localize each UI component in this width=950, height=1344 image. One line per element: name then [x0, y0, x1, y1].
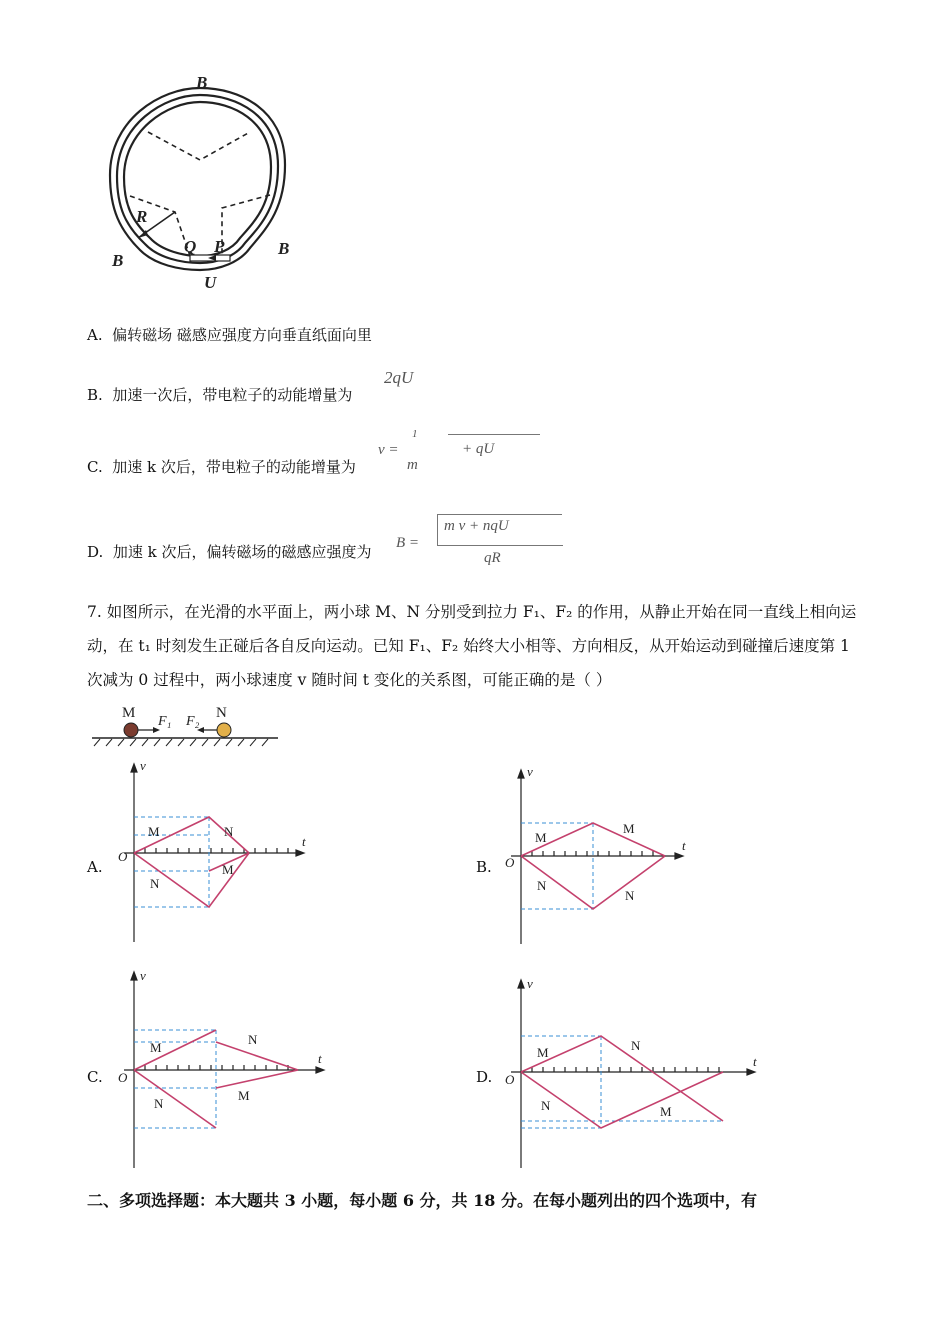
- ring-middle: [117, 95, 278, 263]
- label-u: U: [204, 273, 217, 292]
- label-m: M: [660, 1104, 672, 1119]
- curve-m-c-rise: [134, 1030, 216, 1070]
- axis-label-o: O: [505, 855, 515, 870]
- label-n: N: [541, 1098, 551, 1113]
- option-c-formula-v: v =: [378, 442, 399, 458]
- axis-label-o: O: [118, 1070, 128, 1085]
- setup-label-f1: F₁: [158, 714, 172, 729]
- label-b-top: B: [196, 73, 208, 92]
- option-d[interactable]: [87, 541, 371, 562]
- setup-label-m: M: [122, 705, 136, 721]
- setup-label-n: N: [216, 705, 227, 721]
- option-text: 加速 k 次后，偏转磁场的磁感应强度为: [112, 543, 372, 561]
- label-n: N: [625, 888, 635, 903]
- label-m: M: [535, 830, 547, 845]
- label-m: M: [238, 1088, 250, 1103]
- axis-label-v: v: [527, 978, 533, 991]
- label-n: N: [150, 876, 160, 891]
- section-2-heading: 二、多项选择题：本大题共 3 小题，每小题 6 分，共 18 分。在每小题列出的四个选项中，有: [87, 1191, 757, 1210]
- label-p: P: [214, 237, 225, 256]
- label-q: Q: [184, 237, 197, 256]
- label-n: N: [248, 1032, 258, 1047]
- graph-c[interactable]: [110, 970, 330, 1170]
- option-letter: D.: [87, 543, 104, 561]
- option-text: 偏转磁场 磁感应强度方向垂直纸面向里: [112, 326, 372, 344]
- option-d-fraction-bar: [437, 545, 563, 546]
- collision-setup-figure: [88, 703, 280, 749]
- axis-label-o: O: [505, 1072, 515, 1087]
- label-m: M: [623, 821, 635, 836]
- option-text: 加速 k 次后，带电粒子的动能增量为: [112, 458, 356, 476]
- label-n: N: [154, 1096, 164, 1111]
- axis-label-v: v: [527, 768, 533, 779]
- ball-n: [217, 723, 231, 737]
- question-7-stem: 7. 如图所示，在光滑的水平面上，两小球 M、N 分别受到拉力 F₁、F₂ 的作用，从静止开始在同一直线上相向运动，在 t₁ 时刻发生正碰后各自反向运动。已知 F₁、F₂ 始终大小相等、方向相反，从开始运动到碰撞后速度第 1 次减为 0 过程中，两小球速度 v 随时间 t 变化的关系图，可能正确的是（ ）: [87, 603, 857, 689]
- graph-d[interactable]: [497, 978, 767, 1170]
- label-n: N: [631, 1038, 641, 1053]
- option-b-formula: 2qU: [384, 368, 414, 387]
- ball-m: [124, 723, 138, 737]
- option-text: 加速一次后，带电粒子的动能增量为: [112, 386, 353, 404]
- axis-label-v: v: [140, 762, 146, 773]
- option-d-formula-num: m v + nqU: [444, 518, 509, 534]
- graph-d-letter[interactable]: D.: [476, 1068, 493, 1086]
- axis-label-t: t: [318, 1051, 322, 1066]
- graph-a[interactable]: [110, 762, 310, 947]
- axis-label-t: t: [682, 838, 686, 853]
- option-letter: A.: [87, 326, 103, 344]
- label-n: N: [224, 824, 234, 839]
- accelerator-ring-figure: [100, 70, 300, 295]
- axis-label-t: t: [753, 1054, 757, 1069]
- option-c[interactable]: [87, 456, 356, 477]
- option-c-sqrt-bar: [448, 434, 540, 435]
- graph-c-letter[interactable]: C.: [87, 1068, 103, 1086]
- curve-n-c-fall: [134, 1070, 216, 1128]
- option-c-formula-one: 1: [412, 428, 418, 440]
- option-a[interactable]: [87, 324, 372, 345]
- label-b-left: B: [112, 251, 124, 270]
- axis-label-o: O: [118, 849, 128, 864]
- option-letter: C.: [87, 458, 103, 476]
- setup-label-f2: F₂: [186, 714, 200, 729]
- axis-label-t: t: [302, 834, 306, 849]
- curve-n-d: [521, 1036, 723, 1121]
- option-d-formula-den: qR: [484, 550, 501, 566]
- label-m: M: [150, 1040, 162, 1055]
- axis-label-v: v: [140, 970, 146, 983]
- graph-b-letter[interactable]: B.: [476, 858, 492, 876]
- option-c-formula-rest: + qU: [462, 441, 495, 457]
- label-m: M: [222, 862, 234, 877]
- option-d-formula-b: B =: [396, 535, 420, 551]
- label-b-right: B: [278, 239, 290, 258]
- label-n: N: [537, 878, 547, 893]
- label-m: M: [537, 1045, 549, 1060]
- option-letter: B.: [87, 386, 103, 404]
- graph-a-letter[interactable]: A.: [87, 858, 103, 876]
- option-c-formula-m: m: [407, 457, 418, 473]
- label-r: R: [136, 207, 148, 226]
- graph-b[interactable]: [497, 768, 697, 946]
- label-m: M: [148, 824, 160, 839]
- option-b[interactable]: [87, 384, 352, 405]
